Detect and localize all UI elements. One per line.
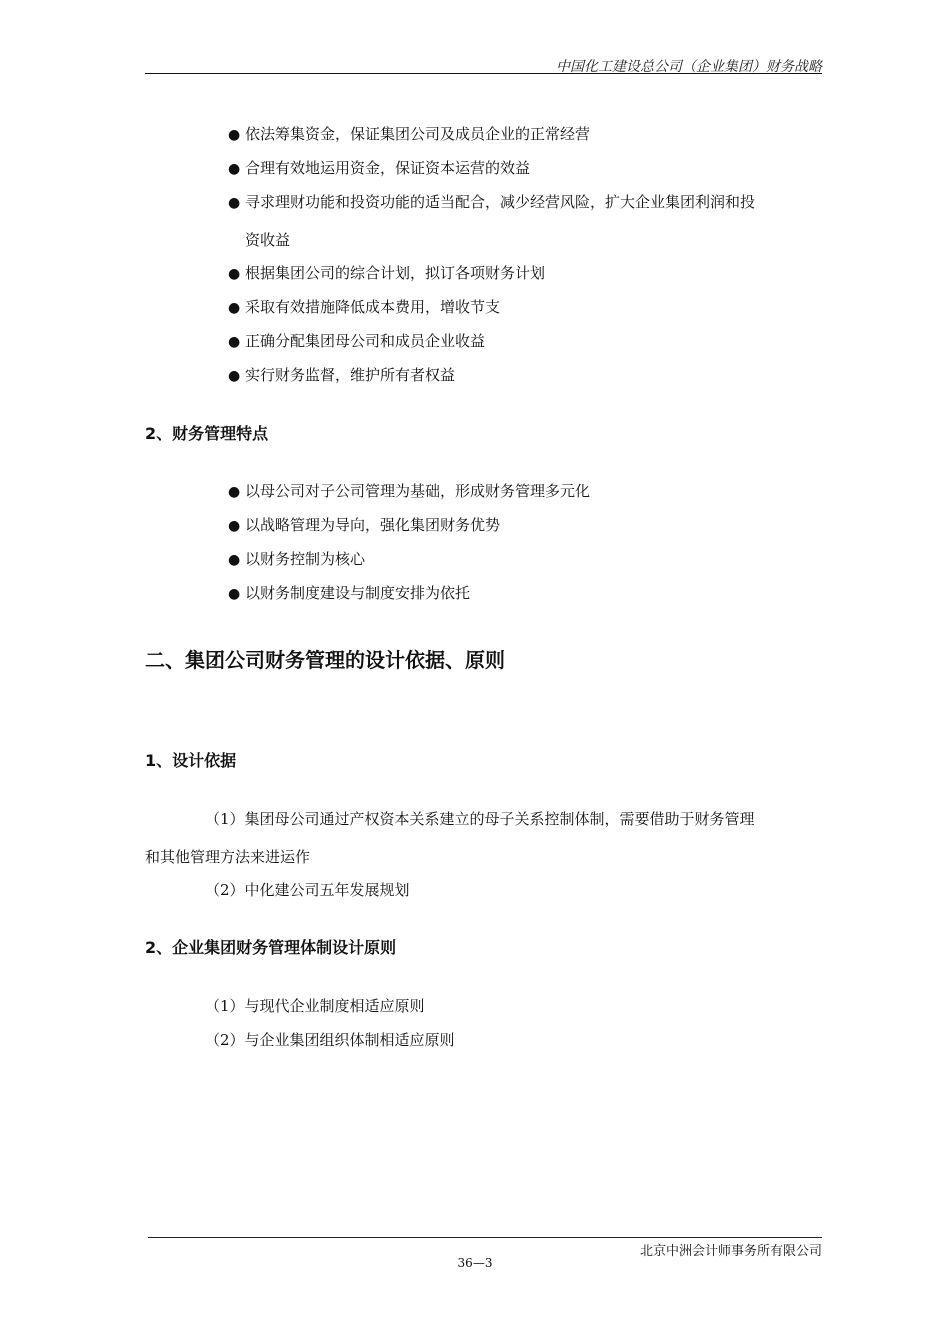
paragraph-line: （2）与企业集团组织体制相适应原则 [205, 1031, 455, 1049]
footer-rule [148, 1237, 822, 1238]
section-heading-design-basis: 1、设计依据 [145, 751, 237, 770]
bullet-dot-icon: ● [228, 195, 241, 211]
section-heading-design-principles: 2、企业集团财务管理体制设计原则 [145, 938, 397, 957]
paragraph-line: 和其他管理方法来进运作 [145, 848, 311, 866]
list-item-text: 寻求理财功能和投资功能的适当配合，减少经营风险，扩大企业集团利润和投 [245, 193, 756, 211]
list-item-text: 以财务制度建设与制度安排为依托 [245, 584, 471, 602]
list-item-continuation: 资收益 [245, 231, 291, 249]
bullet-dot-icon: ● [228, 300, 241, 316]
bullet-dot-icon: ● [228, 484, 241, 500]
paragraph-line: （1）与现代企业制度相适应原则 [205, 997, 425, 1015]
list-item-text: 正确分配集团母公司和成员企业收益 [245, 332, 486, 350]
list-item [228, 331, 485, 352]
list-item-text: 根据集团公司的综合计划，拟订各项财务计划 [245, 264, 546, 282]
list-item [228, 192, 755, 213]
bullet-dot-icon: ● [228, 518, 241, 534]
list-item [228, 158, 530, 179]
list-item-text: 合理有效地运用资金，保证资本运营的效益 [245, 159, 531, 177]
list-item [228, 515, 500, 536]
list-item-text: 以战略管理为导向，强化集团财务优势 [245, 516, 501, 534]
list-item [228, 583, 470, 604]
list-item-text: 实行财务监督，维护所有者权益 [245, 366, 456, 384]
bullet-dot-icon: ● [228, 127, 241, 143]
paragraph-line: （2）中化建公司五年发展规划 [205, 881, 410, 899]
list-item [228, 365, 455, 386]
chapter-heading: 二、集团公司财务管理的设计依据、原则 [145, 648, 505, 672]
bullet-dot-icon: ● [228, 266, 241, 282]
list-item-text: 以财务控制为核心 [245, 550, 366, 568]
list-item [228, 481, 590, 502]
page-number: 36—3 [457, 1256, 493, 1270]
footer-company: 北京中洲会计师事务所有限公司 [639, 1244, 822, 1259]
list-item [228, 263, 545, 284]
bullet-dot-icon: ● [228, 161, 241, 177]
list-item [228, 297, 500, 318]
section-heading-financial-features: 2、财务管理特点 [145, 424, 269, 443]
list-item-text: 以母公司对子公司管理为基础，形成财务管理多元化 [245, 482, 591, 500]
bullet-dot-icon: ● [228, 552, 241, 568]
list-item-text: 采取有效措施降低成本费用，增收节支 [245, 298, 501, 316]
list-item-text: 依法筹集资金，保证集团公司及成员企业的正常经营 [245, 125, 591, 143]
list-item [228, 549, 365, 570]
header-rule [145, 73, 822, 74]
bullet-dot-icon: ● [228, 334, 241, 350]
bullet-dot-icon: ● [228, 368, 241, 384]
bullet-dot-icon: ● [228, 586, 241, 602]
header-title: 中国化工建设总公司（企业集团）财务战略 [556, 59, 822, 75]
list-item [228, 124, 590, 145]
paragraph-line: （1）集团母公司通过产权资本关系建立的母子关系控制体制，需要借助于财务管理 [205, 810, 755, 828]
